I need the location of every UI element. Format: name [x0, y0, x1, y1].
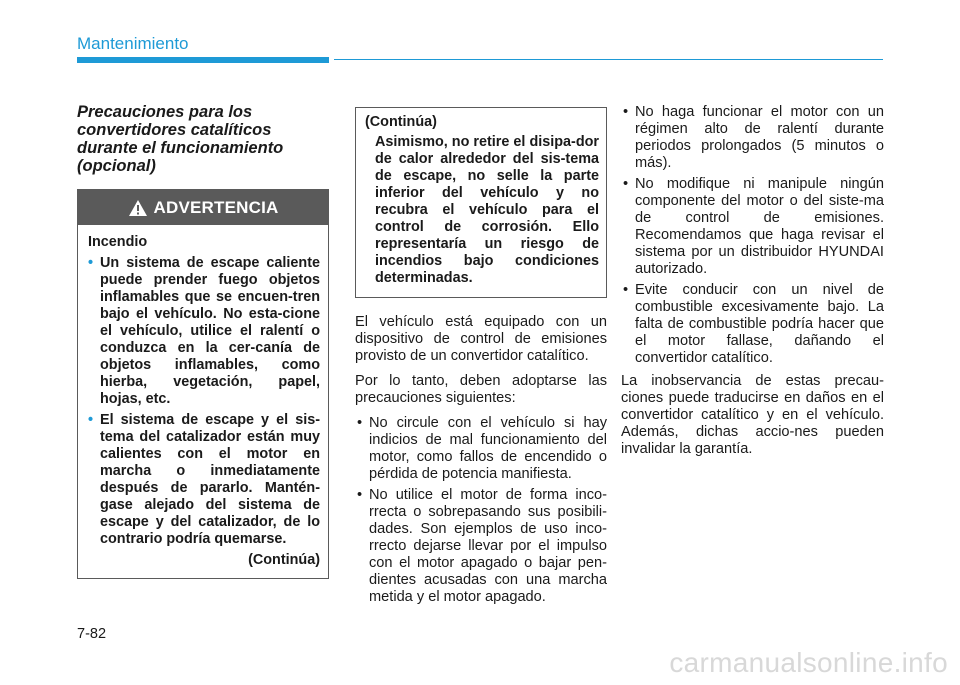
- warning-bullet: [88, 255, 320, 408]
- warning-body: [78, 225, 328, 578]
- continued-box-label: (Continúa): [365, 114, 437, 130]
- continued-box-text: Asimismo, no retire el disipa-dor de calor alrededor del sis-tema de escape, no selle la parte inferior del vehículo y no recubra el vehículo para el control de corrosión. Ello representaría un riesgo de incendios bajo condiciones determinadas.: [375, 134, 599, 286]
- section-header-rule: [334, 59, 883, 60]
- warning-item-title: Incendio: [88, 234, 148, 250]
- bullet-dot-icon: •: [357, 415, 363, 431]
- section-title: Precauciones para los convertidores catalíticos durante el funcionamiento (opcional): [77, 103, 284, 175]
- list-item-text: No haga funcionar el motor con un régimen alto de ralentí durante periodos prolongados (5 minutos o más).: [635, 104, 884, 171]
- list-item: [621, 104, 884, 172]
- body-paragraph: El vehículo está equipado con un dispositivo de control de emisiones provisto de un convertidor catalítico.: [355, 314, 607, 364]
- warning-box: [77, 189, 329, 579]
- list-item-text: No utilice el motor de forma inco-rrecta o sobrepasando sus posibili-dades. Son ejemplos de uso inco-rrecto dejarse llevar por el impulso con el motor apagado o bajar pen-dientes acusadas con una marcha metida y el motor apagado.: [369, 487, 607, 605]
- column-middle: [355, 107, 607, 610]
- list-item-text: No circule con el vehículo si hay indicios de mal funcionamiento del motor, como fallos de encendido o pérdida de potencia manifiesta.: [369, 415, 607, 482]
- section-header-title: Mantenimiento: [77, 34, 189, 53]
- warning-bullet: [88, 412, 320, 548]
- list-item: [621, 176, 884, 278]
- warning-bullet-text: Un sistema de escape caliente puede prender fuego objetos inflamables que se encuen-tren bajo el vehículo. No esta-cione el vehículo, utilice el ralentí o conduzca en la cer-canía de objetos inflamables, como hierba, vegetación, papel, hojas, etc.: [100, 255, 320, 407]
- bullet-dot-icon: •: [88, 412, 94, 428]
- bullet-dot-icon: •: [623, 176, 629, 192]
- list-item-text: Evite conducir con un nivel de combustible excesivamente bajo. La falta de combustible podría hacer que el motor fallase, dañando el convertidor catalítico.: [635, 282, 884, 366]
- continued-label: (Continúa): [248, 552, 320, 568]
- column-right: [621, 104, 884, 466]
- list-item: [621, 282, 884, 367]
- bullet-dot-icon: •: [88, 255, 94, 271]
- list-item: [355, 487, 607, 606]
- warning-header: [78, 190, 328, 225]
- continued-warning-box: [355, 107, 607, 298]
- bullet-dot-icon: •: [623, 282, 629, 298]
- bullet-dot-icon: •: [357, 487, 363, 503]
- section-header-bar: [77, 57, 329, 63]
- list-item-text: No modifique ni manipule ningún componente del motor o del siste-ma de control de emisiones. Recomendamos que haga revisar el sistema por un distribuidor HYUNDAI autorizado.: [635, 176, 884, 277]
- warning-label: ADVERTENCIA: [153, 198, 279, 217]
- warning-triangle-icon: [128, 199, 148, 217]
- warning-bullet-text: El sistema de escape y el sis-tema del catalizador están muy calientes con el motor en marcha o inmediatamente después de pararlo. Mantén-gase alejado del sistema de escape y del catalizador, de lo contrario podría quemarse.: [100, 412, 320, 547]
- body-paragraph: Por lo tanto, deben adoptarse las precauciones siguientes:: [355, 373, 607, 406]
- bullet-dot-icon: •: [623, 104, 629, 120]
- list-item: [355, 415, 607, 483]
- body-paragraph: La inobservancia de estas precau-ciones puede traducirse en daños en el convertidor catalítico y en el vehículo. Además, dichas accio-nes pueden invalidar la garantía.: [621, 373, 884, 457]
- watermark: carmanualsonline.info: [669, 647, 948, 678]
- page-number: 7-82: [77, 626, 107, 642]
- column-left: [77, 103, 330, 579]
